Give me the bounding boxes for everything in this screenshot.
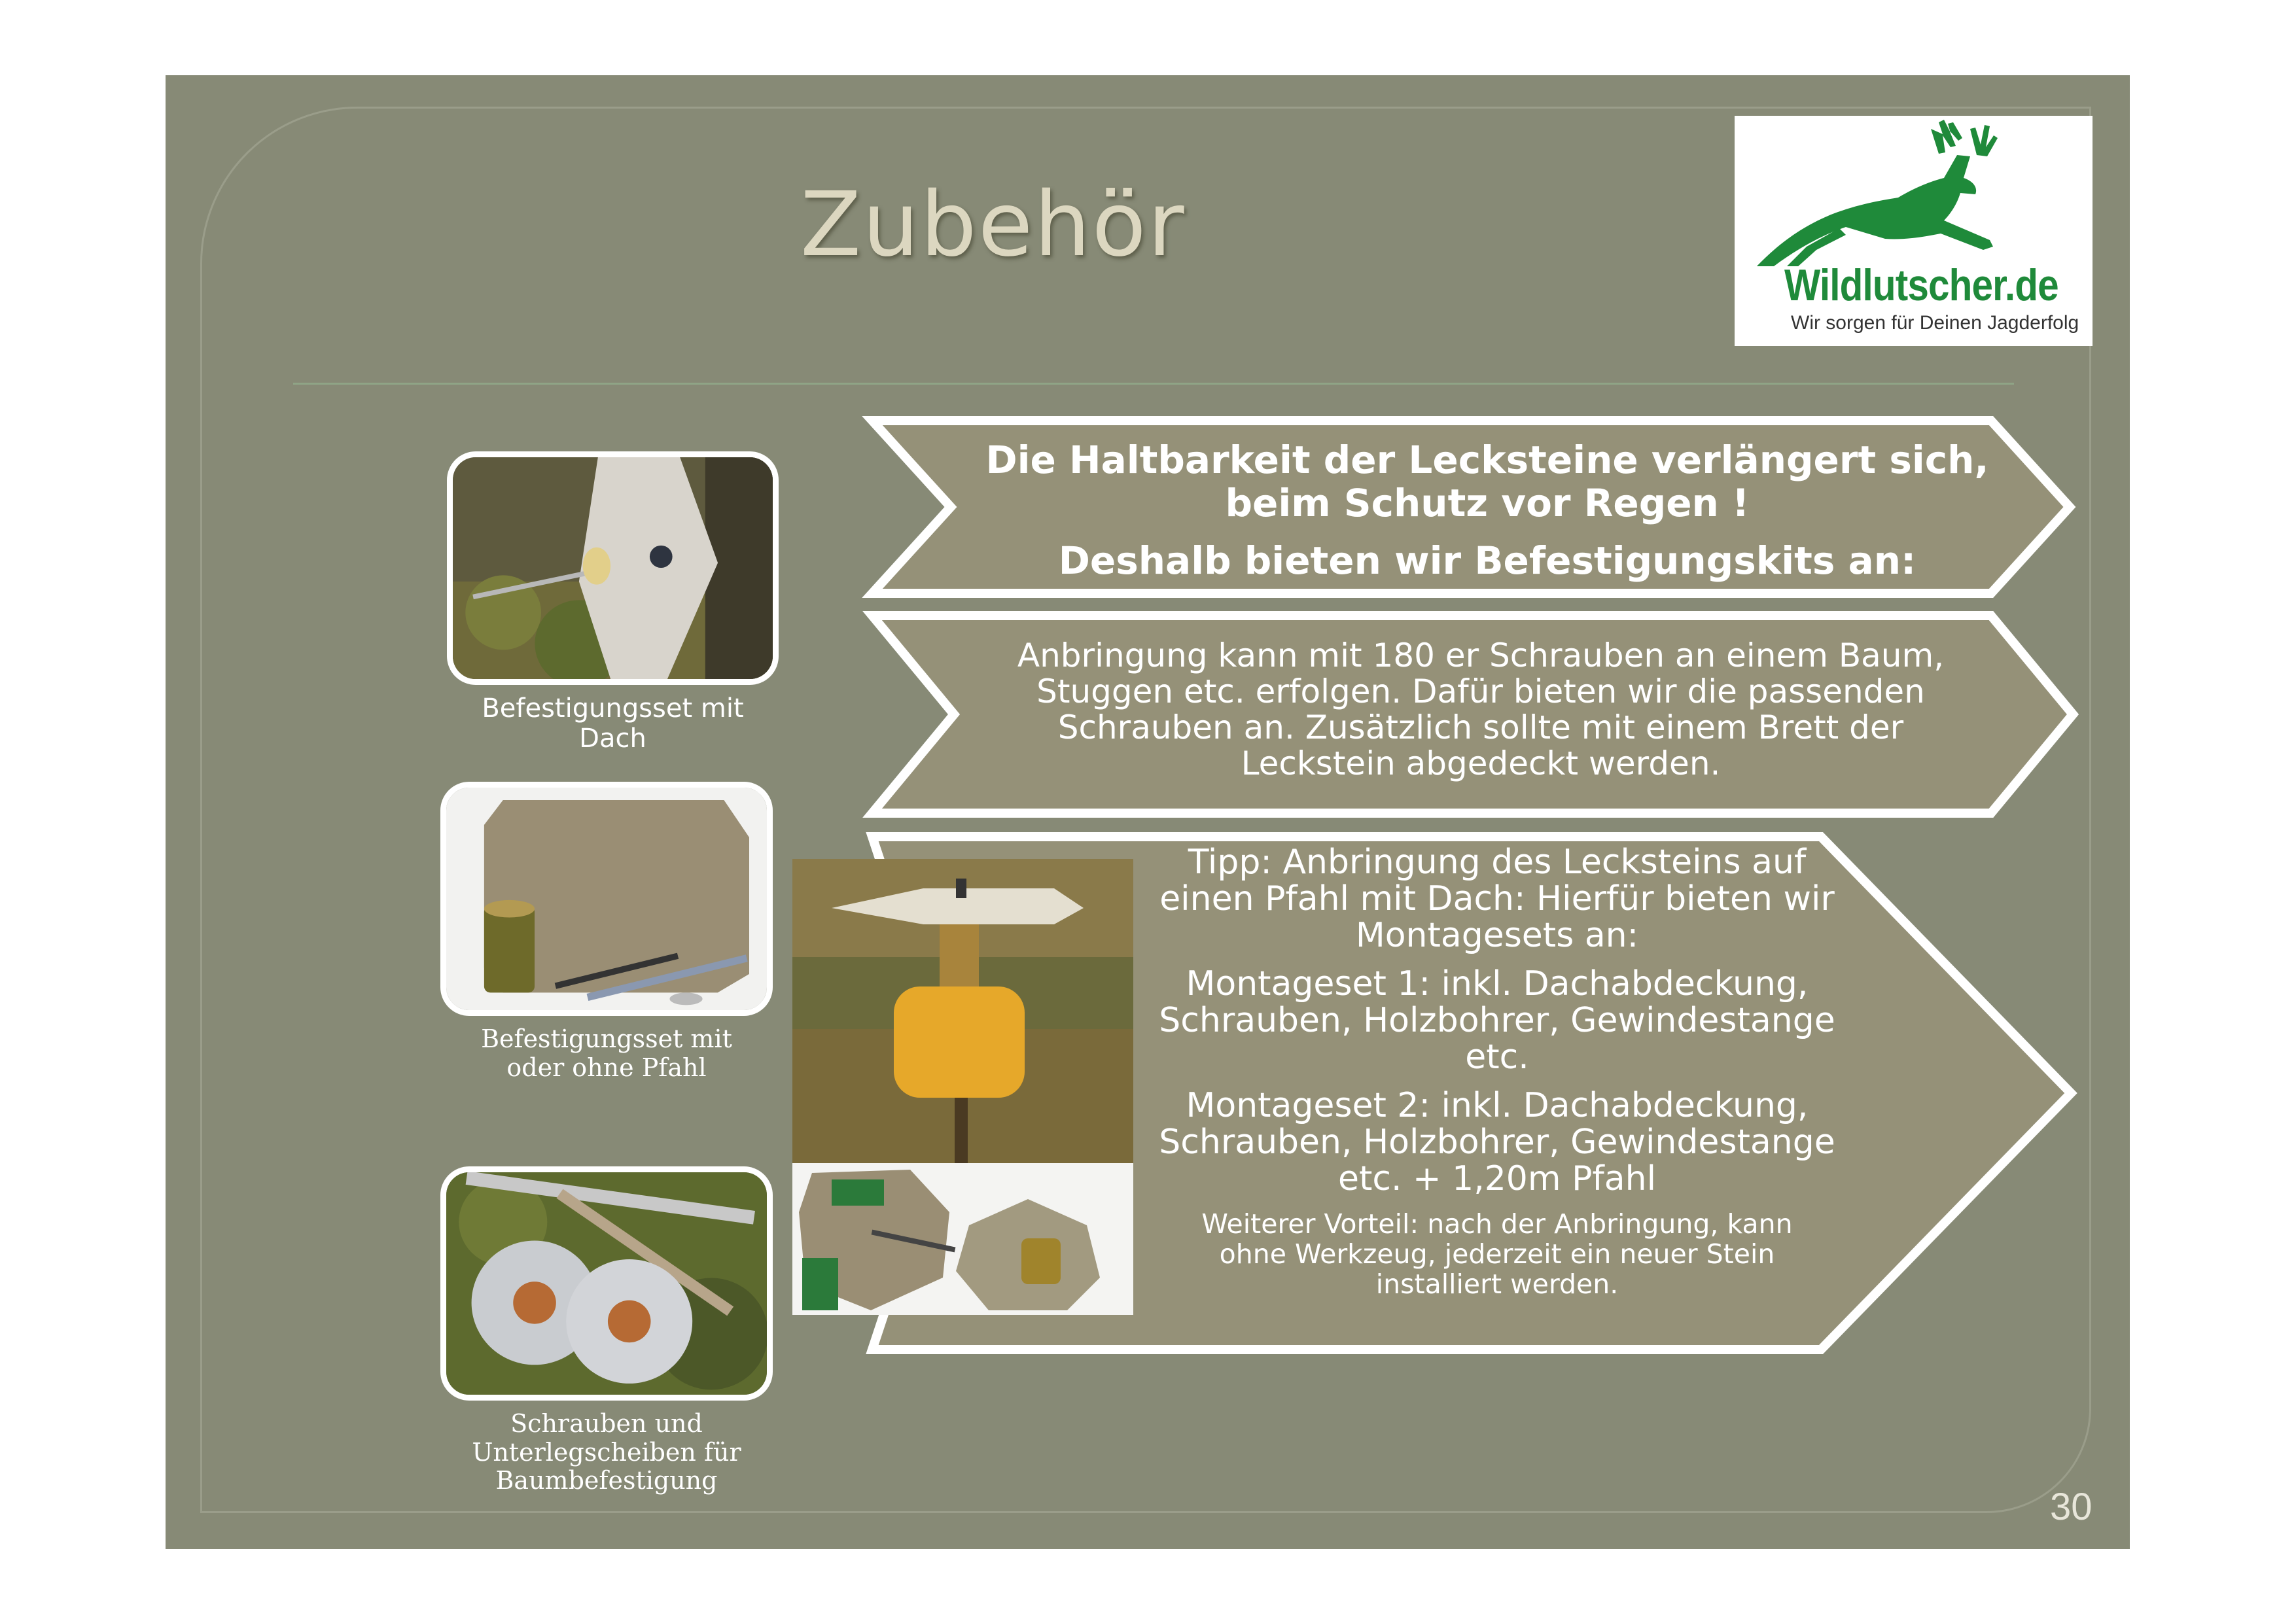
banner-1-line: Deshalb bieten wir Befestigungskits an: [1058,538,1916,583]
photo-befestigungsset-dach [447,451,779,685]
banner-2-line: Leckstein abgedeckt werden. [1241,744,1721,782]
photo-collage-montageset [792,859,1133,1315]
montageset-2-paragraph [1147,1087,1847,1197]
tip-line: Montagesets an: [1355,916,1639,955]
logo-slogan: Wir sorgen für Deinen Jagderfolg [1791,312,2079,334]
set2-line: Schrauben, Holzbohrer, Gewindestange [1159,1123,1835,1162]
banner-1-line: beim Schutz vor Regen ! [1225,481,1750,525]
logo-brand-text: Wildlutscher.de [1784,260,2058,310]
banner-1-line: Die Haltbarkeit der Lecksteine verlängert sich, [985,438,1989,482]
montageset-1-paragraph [1147,966,1847,1075]
banner-2-text [990,638,1971,782]
caption-schrauben [440,1410,773,1495]
note-line: ohne Werkzeug, jederzeit ein neuer Stein [1219,1238,1775,1270]
banner-2-line: Anbringung kann mit 180 er Schrauben an einem Baum, [1017,637,1945,674]
set1-line: Schrauben, Holzbohrer, Gewindestange [1159,1001,1835,1040]
caption-line: Befestigungsset mit [482,693,744,724]
banner-2-line: Schrauben an. Zusätzlich sollte mit einem Brett der [1057,708,1904,746]
tip-line: einen Pfahl mit Dach: Hierfür bieten wir [1159,879,1835,918]
caption-line: oder ohne Pfahl [506,1053,707,1082]
tip-line: Tipp: Anbringung des Lecksteins auf [1188,843,1807,882]
photo-befestigungsset-pfahl [440,782,773,1016]
tip-paragraph [1147,844,1847,954]
banner-2-line: Stuggen etc. erfolgen. Dafür bieten wir die passenden [1036,672,1925,710]
caption-befestigungsset-pfahl [440,1025,773,1082]
set1-line: etc. [1465,1038,1529,1077]
banner-3-text [1147,844,1847,1311]
caption-line: Unterlegscheiben für [472,1437,741,1467]
page-number: 30 [2050,1486,2093,1528]
slide [166,75,2130,1549]
set2-line: etc. + 1,20m Pfahl [1337,1159,1657,1198]
note-line: installiert werden. [1375,1268,1619,1300]
photo-schrauben-unterlegscheiben [440,1166,773,1401]
set2-line: Montageset 2: inkl. Dachabdeckung, [1186,1086,1809,1125]
caption-line: Baumbefestigung [495,1466,718,1495]
caption-line: Schrauben und [510,1409,703,1438]
vorteil-paragraph [1147,1209,1847,1299]
set1-line: Montageset 1: inkl. Dachabdeckung, [1186,964,1809,1003]
slide-title: Zubehör [800,173,1186,277]
caption-line: Befestigungsset mit [481,1024,732,1053]
banner-1-text [977,438,1998,582]
caption-line: Dach [579,724,646,754]
caption-befestigungsset-dach [447,693,779,754]
note-line: Weiterer Vorteil: nach der Anbringung, kann [1201,1208,1793,1240]
spacer [977,525,1998,539]
